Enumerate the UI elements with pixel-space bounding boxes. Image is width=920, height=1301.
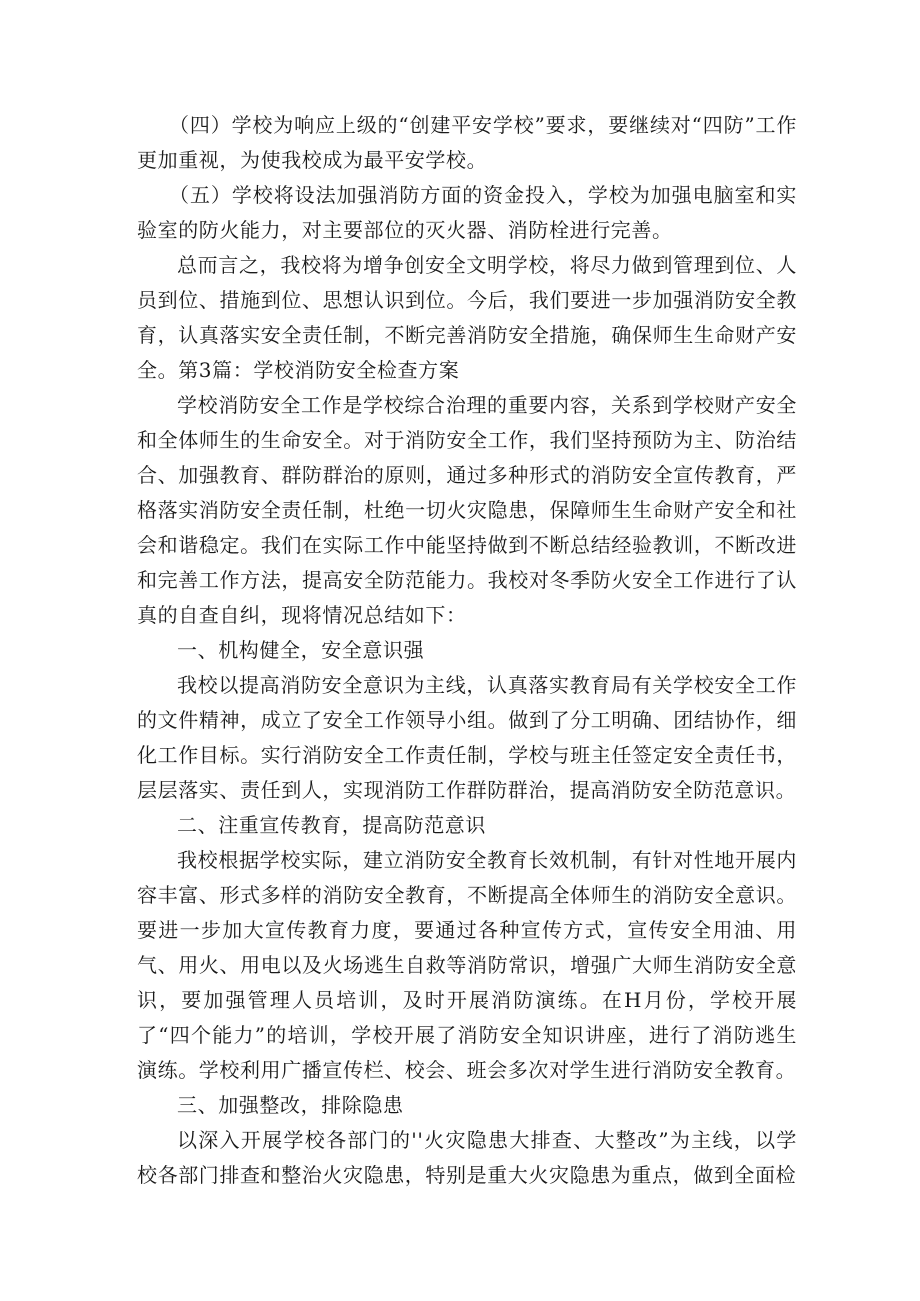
paragraph-intro: 学校消防安全工作是学校综合治理的重要内容，关系到学校财产安全和全体师生的生命安全。对于消防安全工作，我们坚持预防为主、防治结合、加强教育、群防群治的原则，通过多种形式的消防安全宣传教育，严格落实消防安全责任制，杜绝一切火灾隐患，保障师生生命财产安全和社会和谐稳定。我们在实际工作中能坚持做到不断总结经验教训，不断改进和完善工作方法，提高安全防范能力。我校对冬季防火安全工作进行了认真的自查自纠，现将情况总结如下：	[137, 393, 797, 627]
section-heading-3: 三、加强整改，排除隐患	[177, 1093, 404, 1117]
paragraph-item-4: （四）学校为响应上级的“创建平安学校”要求，要继续对“四防”工作更加重视，为使我校成为最平安学校。	[137, 113, 797, 172]
paragraph-item-5: （五）学校将设法加强消防方面的资金投入，学校为加强电脑室和实验室的防火能力，对主要部位的灭火器、消防栓进行完善。	[137, 183, 797, 242]
paragraph-section-1: 我校以提高消防安全意识为主线，认真落实教育局有关学校安全工作的文件精神，成立了安全工作领导小组。做到了分工明确、团结协作，细化工作目标。实行消防安全工作责任制，学校与班主任签定安全责任书，层层落实、责任到人，实现消防工作群防群治，提高消防安全防范意识。	[137, 673, 797, 802]
paragraph-summary: 总而言之，我校将为增争创安全文明学校，将尽力做到管理到位、人员到位、措施到位、思想认识到位。今后，我们要进一步加强消防安全教育，认真落实安全责任制，不断完善消防安全措施，确保师生生命财产安全。第3篇：学校消防安全检查方案	[137, 253, 797, 382]
paragraph-section-2: 我校根据学校实际，建立消防安全教育长效机制，有针对性地开展内容丰富、形式多样的消防安全教育，不断提高全体师生的消防安全意识。要进一步加大宣传教育力度，要通过各种宣传方式，宣传安全用油、用气、用火、用电以及火场逃生自救等消防常识，增强广大师生消防安全意识，要加强管理人员培训，及时开展消防演练。在H月份，学校开展了“四个能力”的培训，学校开展了消防安全知识讲座，进行了消防逃生演练。学校利用广播宣传栏、校会、班会多次对学生进行消防安全教育。	[137, 848, 797, 1082]
paragraph-section-3: 以深入开展学校各部门的''火灾隐患大排查、大整改”为主线，以学校各部门排查和整治火灾隐患，特别是重大火灾隐患为重点，做到全面检	[137, 1128, 797, 1187]
document-body	[137, 108, 797, 1193]
section-heading-1: 一、机构健全，安全意识强	[177, 638, 425, 662]
section-heading-2: 二、注重宣传教育，提高防范意识	[177, 813, 486, 837]
